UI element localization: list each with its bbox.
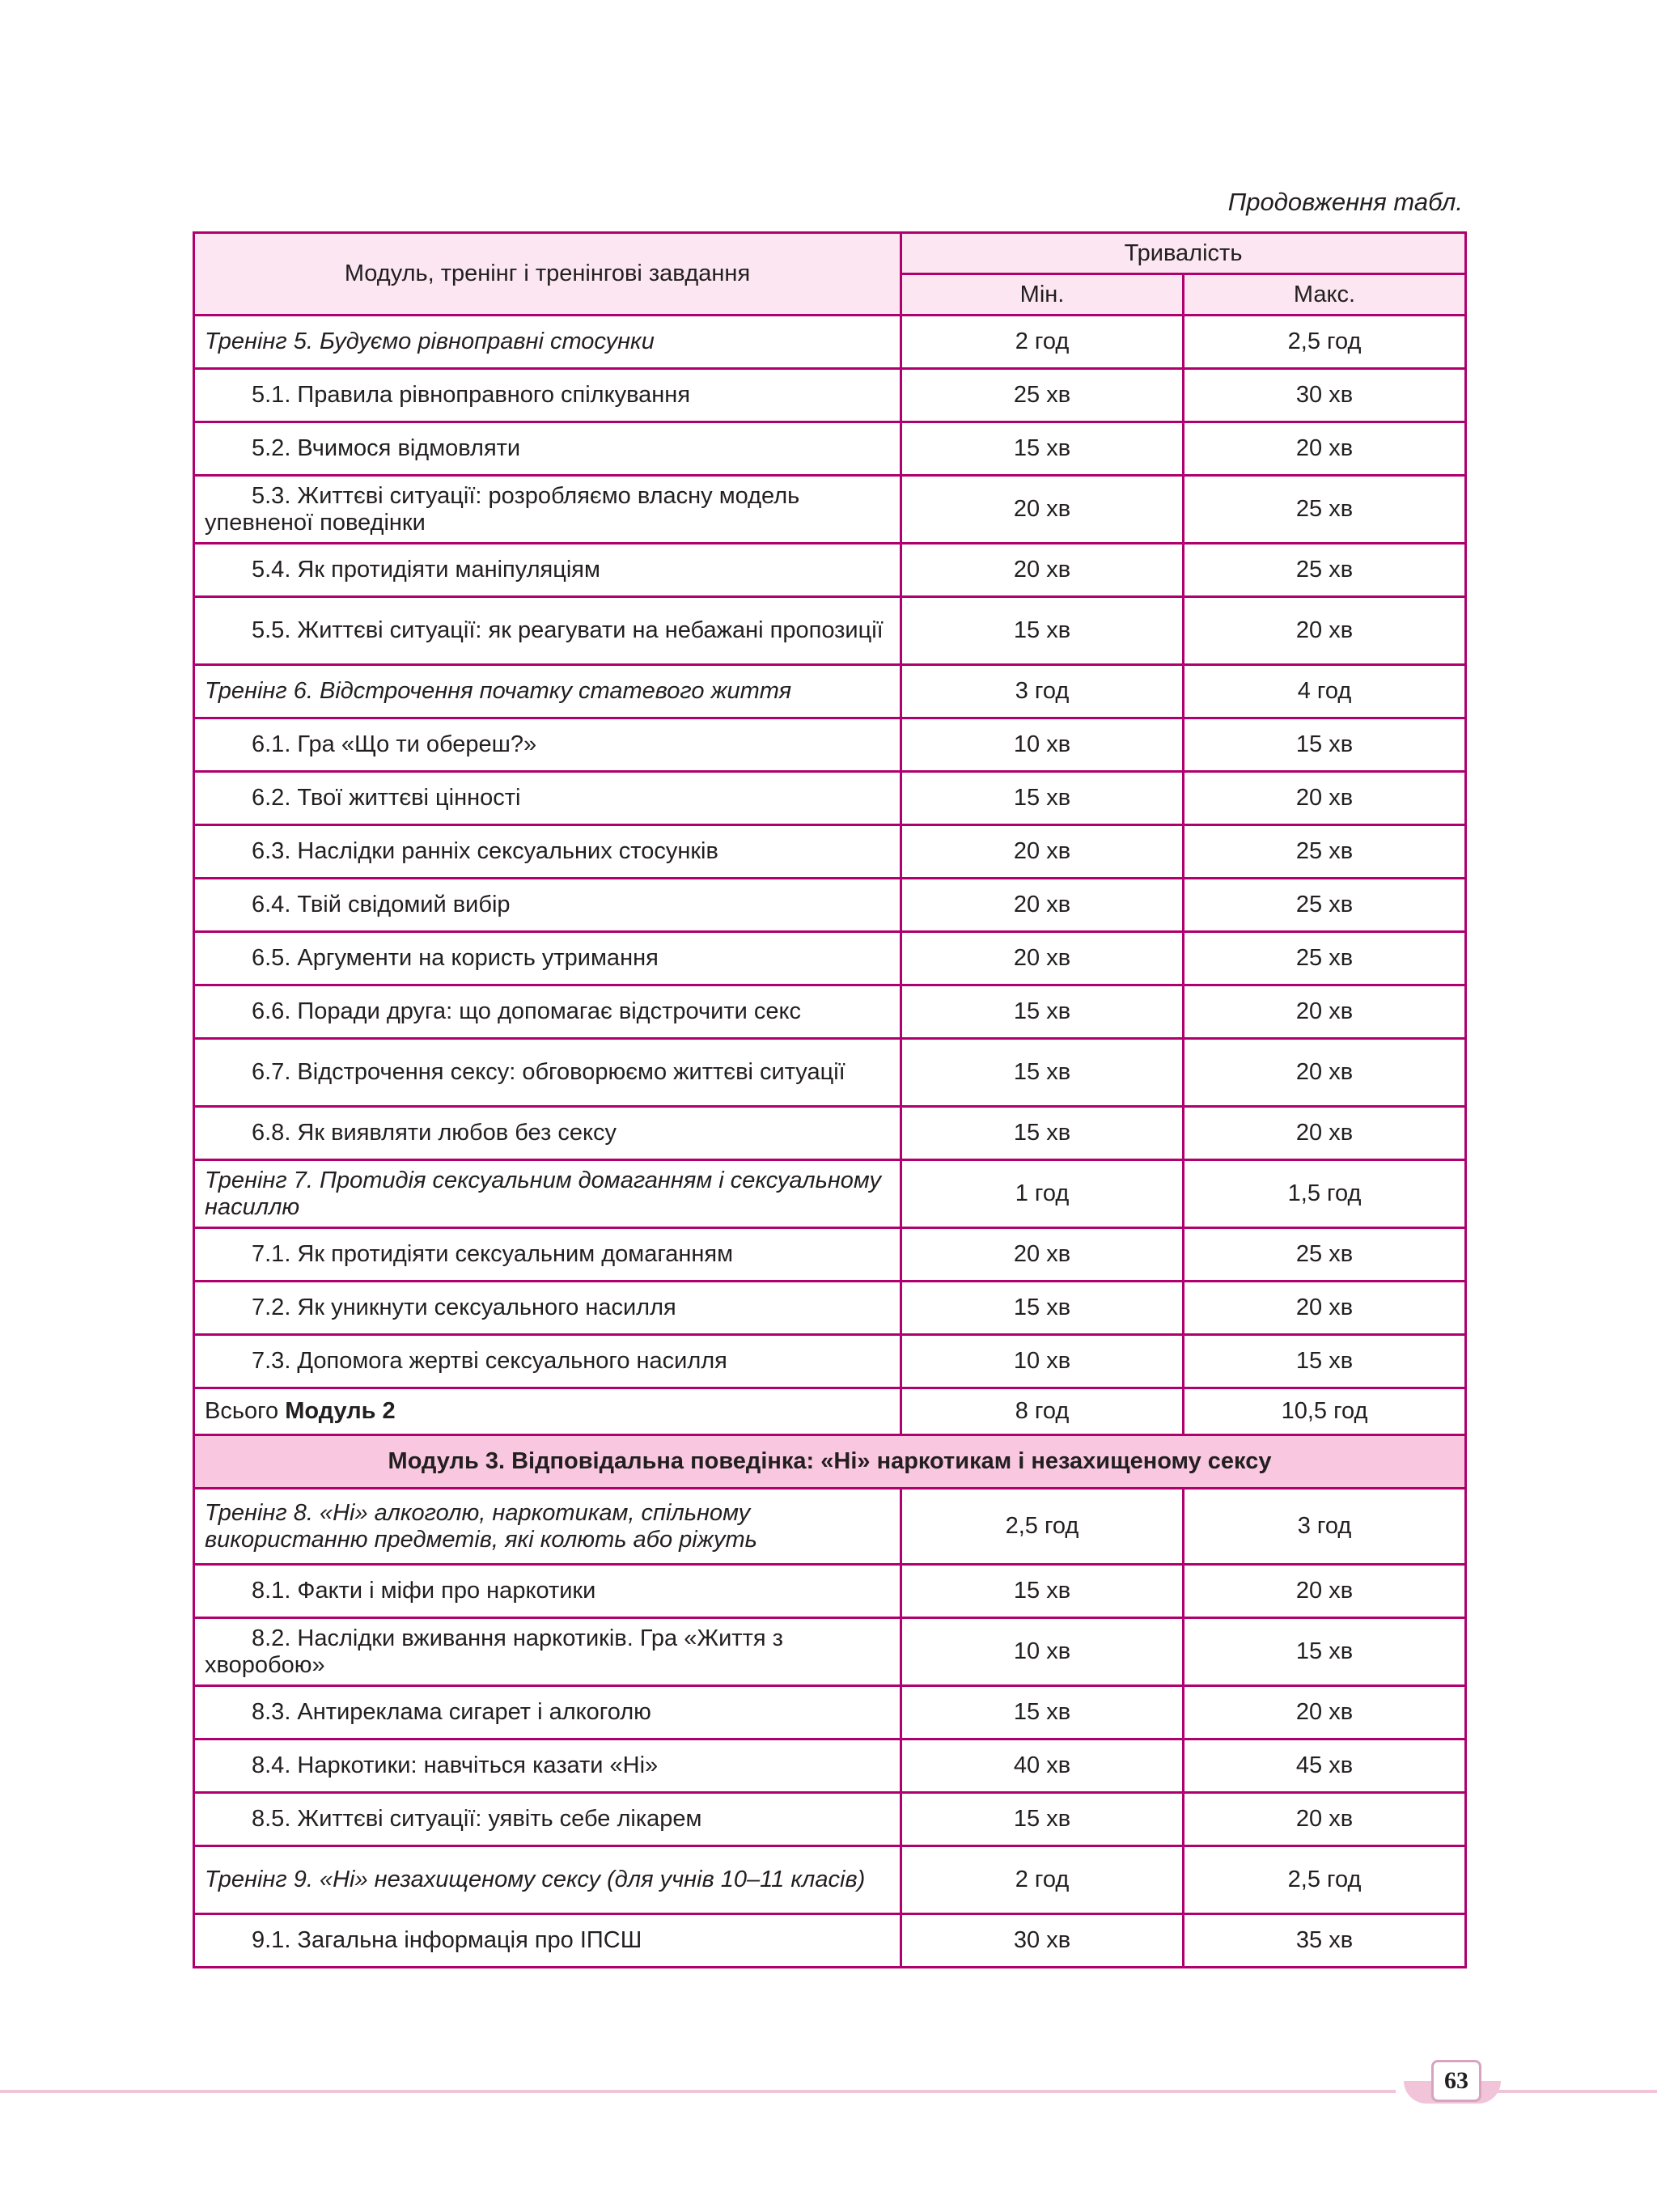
duration-max: 20 хв	[1184, 422, 1466, 476]
duration-max: 4 год	[1184, 665, 1466, 718]
training-name: Тренінг 7. Протидія сексуальним домаганням і сексуальному насиллю	[194, 1160, 901, 1228]
duration-min: 2 год	[901, 1846, 1184, 1914]
duration-max: 20 хв	[1184, 1282, 1466, 1335]
table-row	[194, 422, 1466, 476]
duration-max: 25 хв	[1184, 932, 1466, 985]
table-row	[194, 1686, 1466, 1740]
duration-min: 20 хв	[901, 825, 1184, 879]
total-module: Модуль 2	[285, 1398, 396, 1424]
table-continued-label: Продовження табл.	[1227, 188, 1463, 216]
table-row	[194, 1618, 1466, 1686]
table-row	[194, 1039, 1466, 1107]
task-name: 6.3. Наслідки ранніх сексуальних стосунків	[194, 825, 901, 879]
task-name: 6.1. Гра «Що ти обереш?»	[194, 718, 901, 772]
duration-max: 35 хв	[1184, 1914, 1466, 1968]
table-row	[194, 316, 1466, 369]
header-min: Мін.	[901, 274, 1184, 316]
duration-min: 15 хв	[901, 597, 1184, 665]
task-name: 6.7. Відстрочення сексу: обговорюємо життєві ситуації	[194, 1039, 901, 1107]
table-row	[194, 1846, 1466, 1914]
duration-max: 25 хв	[1184, 879, 1466, 932]
table-row	[194, 718, 1466, 772]
module-title: Модуль 3. Відповідальна поведінка: «Ні» наркотикам і незахищеному сексу	[194, 1435, 1466, 1489]
duration-max: 15 хв	[1184, 718, 1466, 772]
table-row	[194, 772, 1466, 825]
training-name: Тренінг 9. «Ні» незахищеному сексу (для учнів 10–11 класів)	[194, 1846, 901, 1914]
total-prefix: Всього	[205, 1398, 279, 1424]
table-row	[194, 879, 1466, 932]
duration-min: 20 хв	[901, 544, 1184, 597]
table-body	[194, 316, 1466, 1968]
duration-max: 20 хв	[1184, 597, 1466, 665]
duration-max: 20 хв	[1184, 1565, 1466, 1618]
duration-min: 20 хв	[901, 1228, 1184, 1282]
duration-min: 15 хв	[901, 422, 1184, 476]
task-name: 5.1. Правила рівноправного спілкування	[194, 369, 901, 422]
duration-min: 15 хв	[901, 1793, 1184, 1846]
table-row	[194, 1489, 1466, 1565]
duration-min: 10 хв	[901, 1618, 1184, 1686]
training-name: Тренінг 8. «Ні» алкоголю, наркотикам, спільному використанню предметів, які колють або ріжуть	[194, 1489, 901, 1565]
task-name: 8.2. Наслідки вживання наркотиків. Гра «Життя з хворобою»	[194, 1618, 901, 1686]
table-row	[194, 476, 1466, 544]
task-name: 5.2. Вчимося відмовляти	[194, 422, 901, 476]
task-name: 8.4. Наркотики: навчіться казати «Ні»	[194, 1740, 901, 1793]
table-row	[194, 1160, 1466, 1228]
task-name: 6.2. Твої життєві цінності	[194, 772, 901, 825]
duration-min: 15 хв	[901, 772, 1184, 825]
duration-max: 25 хв	[1184, 544, 1466, 597]
footer-divider-right	[1481, 2090, 1657, 2093]
table-row	[194, 1388, 1466, 1435]
duration-max: 30 хв	[1184, 369, 1466, 422]
duration-min: 3 год	[901, 665, 1184, 718]
task-name: 6.4. Твій свідомий вибір	[194, 879, 901, 932]
page-number: 63	[1431, 2060, 1481, 2102]
duration-min: 25 хв	[901, 369, 1184, 422]
task-name: 7.1. Як протидіяти сексуальним домаганням	[194, 1228, 901, 1282]
task-name: 6.5. Аргументи на користь утримання	[194, 932, 901, 985]
duration-min: 15 хв	[901, 1686, 1184, 1740]
table-row	[194, 1228, 1466, 1282]
footer-divider	[0, 2090, 1396, 2093]
table-row	[194, 985, 1466, 1039]
duration-min: 15 хв	[901, 1039, 1184, 1107]
duration-max: 20 хв	[1184, 772, 1466, 825]
task-name: 9.1. Загальна інформація про ІПСШ	[194, 1914, 901, 1968]
task-name: 6.6. Поради друга: що допомагає відстрочити секс	[194, 985, 901, 1039]
table-row	[194, 825, 1466, 879]
table-row	[194, 1107, 1466, 1160]
table-row	[194, 1565, 1466, 1618]
duration-max: 45 хв	[1184, 1740, 1466, 1793]
duration-min: 10 хв	[901, 1335, 1184, 1388]
duration-max: 20 хв	[1184, 1793, 1466, 1846]
training-name: Тренінг 6. Відстрочення початку статевого життя	[194, 665, 901, 718]
duration-min: 15 хв	[901, 1107, 1184, 1160]
task-name: 5.3. Життєві ситуації: розробляємо власну модель упевненої поведінки	[194, 476, 901, 544]
task-name: 7.2. Як уникнути сексуального насилля	[194, 1282, 901, 1335]
duration-max: 15 хв	[1184, 1618, 1466, 1686]
table-row	[194, 597, 1466, 665]
duration-max: 20 хв	[1184, 1107, 1466, 1160]
duration-min: 15 хв	[901, 1282, 1184, 1335]
duration-max: 10,5 год	[1184, 1388, 1466, 1435]
duration-max: 20 хв	[1184, 1686, 1466, 1740]
duration-min: 20 хв	[901, 932, 1184, 985]
duration-min: 20 хв	[901, 879, 1184, 932]
task-name: 7.3. Допомога жертві сексуального насилля	[194, 1335, 901, 1388]
duration-min: 2 год	[901, 316, 1184, 369]
duration-min: 30 хв	[901, 1914, 1184, 1968]
duration-max: 15 хв	[1184, 1335, 1466, 1388]
task-name: 8.5. Життєві ситуації: уявіть себе лікарем	[194, 1793, 901, 1846]
module-row	[194, 1435, 1466, 1489]
duration-min: 15 хв	[901, 1565, 1184, 1618]
task-name: 5.4. Як протидіяти маніпуляціям	[194, 544, 901, 597]
task-name: 8.1. Факти і міфи про наркотики	[194, 1565, 901, 1618]
training-name: Тренінг 5. Будуємо рівноправні стосунки	[194, 316, 901, 369]
duration-min: 2,5 год	[901, 1489, 1184, 1565]
training-schedule-table	[193, 231, 1467, 1968]
table-row	[194, 544, 1466, 597]
duration-min: 40 хв	[901, 1740, 1184, 1793]
table-row	[194, 665, 1466, 718]
task-name: 5.5. Життєві ситуації: як реагувати на небажані пропозиції	[194, 597, 901, 665]
table-row	[194, 369, 1466, 422]
duration-max: 2,5 год	[1184, 316, 1466, 369]
duration-min: 1 год	[901, 1160, 1184, 1228]
table-row	[194, 1282, 1466, 1335]
duration-max: 20 хв	[1184, 1039, 1466, 1107]
duration-max: 20 хв	[1184, 985, 1466, 1039]
task-name: 6.8. Як виявляти любов без сексу	[194, 1107, 901, 1160]
duration-min: 20 хв	[901, 476, 1184, 544]
table-row	[194, 1914, 1466, 1968]
table-row	[194, 1740, 1466, 1793]
header-duration: Тривалість	[901, 233, 1466, 274]
table-row	[194, 932, 1466, 985]
duration-max: 25 хв	[1184, 476, 1466, 544]
duration-min: 10 хв	[901, 718, 1184, 772]
header-module: Модуль, тренінг і тренінгові завдання	[194, 233, 901, 316]
duration-max: 2,5 год	[1184, 1846, 1466, 1914]
duration-min: 15 хв	[901, 985, 1184, 1039]
duration-max: 1,5 год	[1184, 1160, 1466, 1228]
total-label	[194, 1388, 901, 1435]
header-max: Макс.	[1184, 274, 1466, 316]
duration-min: 8 год	[901, 1388, 1184, 1435]
table-row	[194, 1335, 1466, 1388]
table-row	[194, 1793, 1466, 1846]
duration-max: 25 хв	[1184, 1228, 1466, 1282]
duration-max: 3 год	[1184, 1489, 1466, 1565]
duration-max: 25 хв	[1184, 825, 1466, 879]
task-name: 8.3. Антиреклама сигарет і алкоголю	[194, 1686, 901, 1740]
